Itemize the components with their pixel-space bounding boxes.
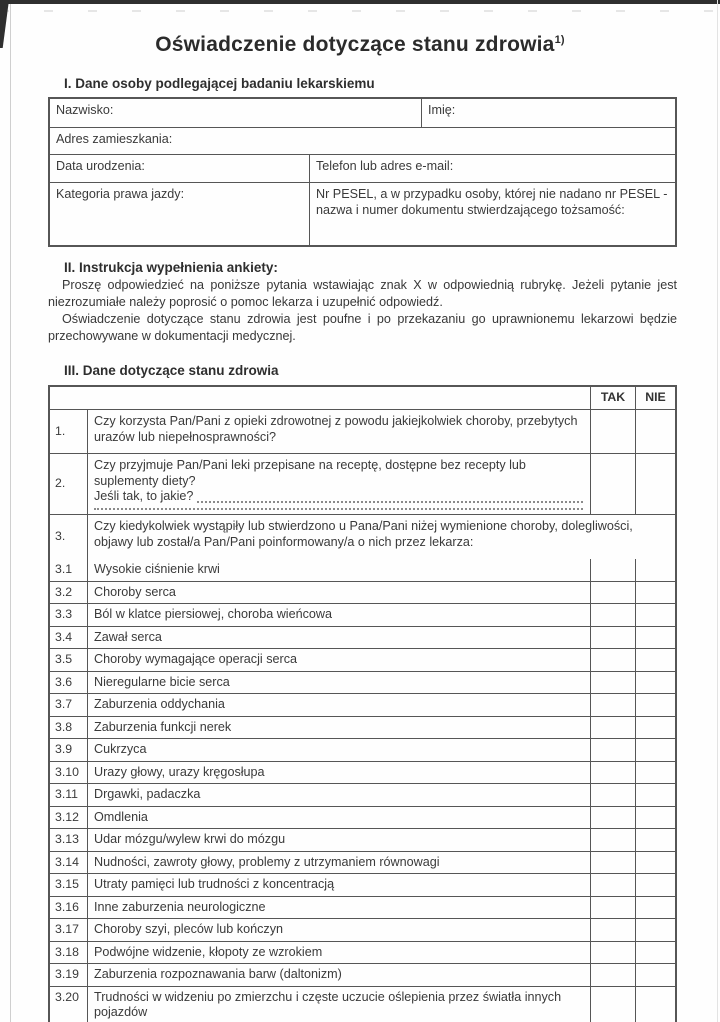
answer-cell-tak[interactable] [590, 762, 635, 784]
subquestion-text: Nieregularne bicie serca [87, 672, 590, 694]
instruction-paragraph: Proszę odpowiedzieć na poniższe pytania wstawiając znak X w odpowiednią rubrykę. Jeżeli pytanie jest niezrozumiałe należy poprosić o pomoc lekarza i uzupełnić odpowiedź. [48, 278, 677, 309]
subquestion-number: 3.15 [55, 877, 79, 892]
title-footnote-marker: 1) [554, 34, 565, 46]
subquestion-text: Trudności w widzeniu po zmierzchu i częste uczucie oślepienia przez światła innych pojazdów [87, 987, 590, 1022]
answer-cell-tak[interactable] [590, 694, 635, 716]
address-field[interactable] [50, 128, 675, 154]
table-row [50, 761, 675, 784]
answer-cell-tak[interactable] [590, 717, 635, 739]
pesel-field[interactable] [309, 183, 675, 245]
subquestion-number: 3.4 [55, 629, 73, 644]
table-row [50, 409, 675, 453]
birthdate-field[interactable] [50, 155, 309, 182]
license-category-field[interactable] [50, 183, 309, 245]
answer-cell-tak[interactable] [590, 964, 635, 986]
section1-heading: I. Dane osoby podlegającej badaniu lekarskiemu [64, 76, 375, 91]
subquestion-text: Choroby wymagające operacji serca [87, 649, 590, 671]
scan-artifact-dashes [0, 10, 720, 12]
answer-cell-nie[interactable] [635, 559, 675, 581]
table-row [50, 99, 675, 127]
personal-data-table [48, 97, 677, 247]
subquestion-text: Omdlenia [87, 807, 590, 829]
answer-cell-nie[interactable] [635, 604, 675, 626]
answer-cell-nie[interactable] [635, 897, 675, 919]
answer-cell-nie[interactable] [635, 454, 675, 514]
answer-cell-tak[interactable] [590, 874, 635, 896]
table-row [50, 828, 675, 851]
table-row [50, 127, 675, 154]
table-row [50, 154, 675, 182]
scan-top-edge [0, 0, 720, 4]
table-row [50, 693, 675, 716]
answer-cell-nie[interactable] [635, 942, 675, 964]
table-row [50, 671, 675, 694]
answer-cell-nie[interactable] [635, 672, 675, 694]
table-row [50, 806, 675, 829]
birthdate-label: Data urodzenia: [56, 159, 145, 173]
subquestion-text: Zaburzenia oddychania [87, 694, 590, 716]
table-row [50, 716, 675, 739]
subquestion-text: Urazy głowy, urazy kręgosłupa [87, 762, 590, 784]
subquestion-text: Inne zaburzenia neurologiczne [87, 897, 590, 919]
firstname-field[interactable] [421, 99, 675, 127]
subquestion-number: 3.20 [55, 989, 79, 1004]
subquestion-text: Cukrzyca [87, 739, 590, 761]
table-row [50, 453, 675, 514]
address-label: Adres zamieszkania: [56, 132, 173, 146]
answer-cell-tak[interactable] [590, 604, 635, 626]
column-header-tak: TAK [590, 387, 635, 409]
subquestion-text: Zawał serca [87, 627, 590, 649]
section2-heading: II. Instrukcja wypełnienia ankiety: [64, 260, 278, 275]
table-row [50, 648, 675, 671]
subquestion-rows [50, 559, 675, 1022]
question-number: 3. [55, 529, 66, 544]
instructions [48, 277, 677, 345]
page-title [0, 33, 720, 57]
subquestion-number: 3.16 [55, 899, 79, 914]
answer-cell-tak[interactable] [590, 582, 635, 604]
answer-cell-tak[interactable] [590, 739, 635, 761]
answer-cell-nie[interactable] [635, 694, 675, 716]
answer-cell-tak[interactable] [590, 410, 635, 453]
subquestion-number: 3.5 [55, 652, 73, 667]
subquestion-number: 3.10 [55, 764, 79, 779]
section3-heading: III. Dane dotyczące stanu zdrowia [64, 363, 279, 378]
subquestion-text: Zaburzenia rozpoznawania barw (daltonizm) [87, 964, 590, 986]
subquestion-number: 3.2 [55, 584, 73, 599]
subquestion-text: Udar mózgu/wylew krwi do mózgu [87, 829, 590, 851]
answer-cell-nie[interactable] [635, 582, 675, 604]
table-row [50, 873, 675, 896]
subquestion-text: Drgawki, padaczka [87, 784, 590, 806]
answer-cell-nie[interactable] [635, 784, 675, 806]
subquestion-text: Choroby serca [87, 582, 590, 604]
subquestion-number: 3.13 [55, 832, 79, 847]
table-row [50, 738, 675, 761]
write-in-line[interactable] [94, 507, 583, 511]
question-text: Czy korzysta Pan/Pani z opieki zdrowotnej z powodu jakiejkolwiek choroby, przebytych urazów lub niepełnosprawności? [87, 410, 590, 453]
subquestion-number: 3.14 [55, 854, 79, 869]
subquestion-number: 3.19 [55, 967, 79, 982]
answer-cell-tak[interactable] [590, 649, 635, 671]
table-row [50, 918, 675, 941]
table-row [50, 896, 675, 919]
question-number: 1. [55, 423, 66, 438]
subquestion-text: Zaburzenia funkcji nerek [87, 717, 590, 739]
table-row [50, 963, 675, 986]
phone-email-field[interactable] [309, 155, 675, 182]
scan-left-line [10, 4, 11, 1022]
answer-cell-tak[interactable] [590, 852, 635, 874]
header-spacer [50, 387, 590, 409]
page-title-text: Oświadczenie dotyczące stanu zdrowia [155, 33, 555, 56]
answer-cell-tak[interactable] [590, 942, 635, 964]
answer-cell-nie[interactable] [635, 807, 675, 829]
table-row [50, 941, 675, 964]
subquestion-number: 3.8 [55, 719, 73, 734]
subquestion-number: 3.3 [55, 607, 73, 622]
table-row [50, 851, 675, 874]
subquestion-text: Ból w klatce piersiowej, choroba wieńcowa [87, 604, 590, 626]
answer-cell-tak[interactable] [590, 627, 635, 649]
phone-email-label: Telefon lub adres e-mail: [316, 159, 454, 173]
answer-cell-nie[interactable] [635, 739, 675, 761]
subquestion-number: 3.11 [55, 787, 79, 802]
license-category-label: Kategoria prawa jazdy: [56, 187, 185, 201]
answer-cell-tak[interactable] [590, 897, 635, 919]
answer-cell-tak[interactable] [590, 829, 635, 851]
answer-cell-nie[interactable] [635, 649, 675, 671]
answer-cell-nie[interactable] [635, 762, 675, 784]
question-text: Czy kiedykolwiek wystąpiły lub stwierdzono u Pana/Pani niżej wymienione choroby, dolegliwości, objawy lub został/a Pan/Pani poinformowany/a o nich przez lekarza: [87, 515, 675, 559]
answer-cell-tak[interactable] [590, 919, 635, 941]
table-row [50, 783, 675, 806]
answer-cell-nie[interactable] [635, 919, 675, 941]
table-header-row [50, 387, 675, 409]
subquestion-text: Wysokie ciśnienie krwi [87, 559, 590, 581]
scan-right-line [717, 0, 718, 1022]
answer-cell-tak[interactable] [590, 987, 635, 1022]
lastname-label: Nazwisko: [56, 103, 114, 117]
pesel-label: Nr PESEL, a w przypadku osoby, której nie nadano nr PESEL - nazwa i numer dokumentu stwierdzającego tożsamość: [316, 187, 668, 217]
column-header-nie: NIE [635, 387, 675, 409]
subquestion-text: Utraty pamięci lub trudności z koncentracją [87, 874, 590, 896]
firstname-label: Imię: [428, 103, 456, 117]
question-number: 2. [55, 476, 66, 491]
answer-cell-tak[interactable] [590, 559, 635, 581]
answer-cell-nie[interactable] [635, 410, 675, 453]
followup-label: Jeśli tak, to jakie? [94, 489, 194, 503]
question-text [87, 454, 590, 514]
health-questions-table [48, 385, 677, 1022]
table-row [50, 581, 675, 604]
answer-cell-tak[interactable] [590, 807, 635, 829]
answer-cell-nie[interactable] [635, 717, 675, 739]
subquestion-number: 3.6 [55, 674, 73, 689]
table-row [50, 182, 675, 245]
answer-cell-tak[interactable] [590, 784, 635, 806]
table-row [50, 559, 675, 581]
subquestion-number: 3.18 [55, 944, 79, 959]
table-row [50, 986, 675, 1022]
table-row [50, 603, 675, 626]
table-row [50, 514, 675, 559]
answer-cell-tak[interactable] [590, 672, 635, 694]
answer-cell-nie[interactable] [635, 852, 675, 874]
subquestion-number: 3.17 [55, 922, 79, 937]
answer-cell-nie[interactable] [635, 987, 675, 1022]
subquestion-text: Podwójne widzenie, kłopoty ze wzrokiem [87, 942, 590, 964]
write-in-line[interactable] [197, 490, 583, 503]
answer-cell-tak[interactable] [590, 454, 635, 514]
subquestion-number: 3.9 [55, 742, 73, 757]
table-row [50, 626, 675, 649]
subquestion-number: 3.12 [55, 809, 79, 824]
subquestion-number: 3.1 [55, 562, 73, 576]
question-text-main: Czy przyjmuje Pan/Pani leki przepisane na receptę, dostępne bez recepty lub suplementy diety? [94, 458, 526, 488]
question-text-followup [94, 489, 584, 505]
answer-cell-nie[interactable] [635, 874, 675, 896]
answer-cell-nie[interactable] [635, 964, 675, 986]
subquestion-text: Nudności, zawroty głowy, problemy z utrzymaniem równowagi [87, 852, 590, 874]
subquestion-number: 3.7 [55, 697, 73, 712]
answer-cell-nie[interactable] [635, 627, 675, 649]
lastname-field[interactable] [50, 99, 421, 127]
answer-cell-nie[interactable] [635, 829, 675, 851]
subquestion-text: Choroby szyi, pleców lub kończyn [87, 919, 590, 941]
instruction-paragraph: Oświadczenie dotyczące stanu zdrowia jest poufne i po przekazaniu go uprawnionemu lekarzowi będzie przechowywane w dokumentacji medycznej. [48, 312, 677, 343]
